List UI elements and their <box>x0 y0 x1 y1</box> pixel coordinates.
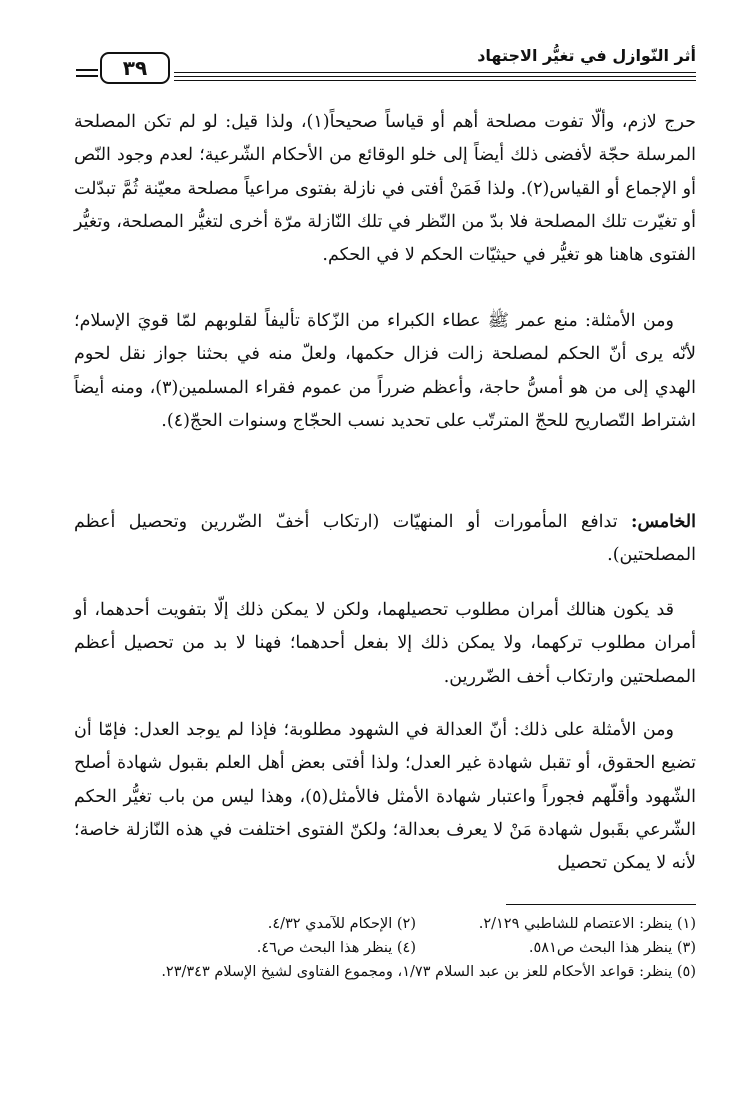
header-ornament <box>76 75 98 77</box>
body-paragraph <box>74 714 696 880</box>
footnote: (١) ينظر: الاعتصام للشاطبي ٢/١٢٩. <box>478 916 696 932</box>
footnote-row <box>74 912 696 936</box>
paragraph-text: قد يكون هنالك أمران مطلوب تحصيلهما، ولكن لا يمكن ذلك إلّا بتفويت أحدهما، أو أمران مطلوب تركهما، ولا يمكن ذلك إلا بفعل أحدهما؛ فهنا لا بد من تحصيل أعظم المصلحتين وارتكاب أخف الضّررين. <box>74 600 696 687</box>
page-number: ٣٩ <box>100 52 170 84</box>
paragraph-text: ومن الأمثلة على ذلك: أنّ العدالة في الشهود مطلوبة؛ فإذا لم يوجد العدل: فإمّا أن تضيع الحقوق، أو تقبل شهادة غير العدل؛ ولذا أفتى بعض أهل العلم بقبول شهادة أصلح الشّهود وأقلّهم فجوراً واعتبار شهادة الأمثل فالأمثل(٥)، وهذا ليس من باب تغيُّر الحكم الشّرعي بقَبول شهادة مَنْ لا يعرف بعدالة؛ ولكنّ الفتوى اختلفت في هذه النّازلة خاصة؛ لأنه لا يمكن تحصيل <box>74 720 696 874</box>
body-paragraph <box>74 106 696 272</box>
section-label: الخامس: <box>631 512 696 532</box>
header-rule <box>174 72 696 73</box>
paragraph-text: حرج لازم، وألّا تفوت مصلحة أهم أو قياساً صحيحاً(١)، ولذا قيل: لو لم تكن المصلحة المرسلة حجّة لأفضى ذلك أيضاً إلى خلو الوقائع من الأحكام الشّرعية؛ لعدم وجود النّص أو الإجماع أو القياس(٢). ولذا فَمَنْ أفتى في نازلة بفتوى مراعياً مصلحة معيّنة ثُمَّ تبدّلت أو تغيّرت تلك المصلحة فلا بدّ من النّظر في تلك النّازلة مرّة أخرى لتغيُّر المصلحة، وتغيُّر الفتوى هاهنا هو تغيُّر في حيثيّات الحكم لا في الحكم. <box>74 112 696 266</box>
footnote: (٥) ينظر: قواعد الأحكام للعز بن عبد السلام ١/٧٣، ومجموع الفتاوى لشيخ الإسلام ٢٣/٣٤٣. <box>161 964 696 980</box>
footnotes <box>74 912 696 984</box>
page-header <box>76 40 696 84</box>
footnote: (٣) ينظر هذا البحث ص٥٨١. <box>528 940 696 956</box>
footnote-separator <box>506 904 696 905</box>
section-title-text: تدافع المأمورات أو المنهيّات (ارتكاب أخفّ الضّررين وتحصيل أعظم المصلحتين). <box>74 512 696 566</box>
header-rule <box>174 80 696 81</box>
footnote-row <box>74 936 696 960</box>
section-heading-paragraph <box>74 506 696 573</box>
paragraph-text: ومن الأمثلة: منع عمر ﷺ عطاء الكبراء من الزّكاة تأليفاً لقلوبهم لمّا قويَ الإسلام؛ لأنّه يرى أنّ الحكم لمصلحة زالت فزال حكمها، ولعلّ منه في بحثنا جواز نقل لحوم الهدي إلى من هو أمسُّ حاجة، وأعظم ضرراً من عموم فقراء المسلمين(٣)، ومنه أيضاً اشتراط التّصاريح للحجّ المترتّب على تحديد نسب الحجّاج وسنوات الحجّ(٤). <box>74 311 696 431</box>
body-paragraph <box>74 594 696 694</box>
header-ornament <box>76 69 98 71</box>
header-rule <box>174 76 696 77</box>
body-paragraph <box>74 305 696 438</box>
footnote: (٤) ينظر هذا البحث ص٤٦. <box>256 940 416 956</box>
running-title: أثر النّوازل في تغيُّر الاجتهاد <box>477 46 696 65</box>
footnote: (٢) الإحكام للآمدي ٤/٣٢. <box>267 916 416 932</box>
paragraph-text <box>74 506 696 573</box>
